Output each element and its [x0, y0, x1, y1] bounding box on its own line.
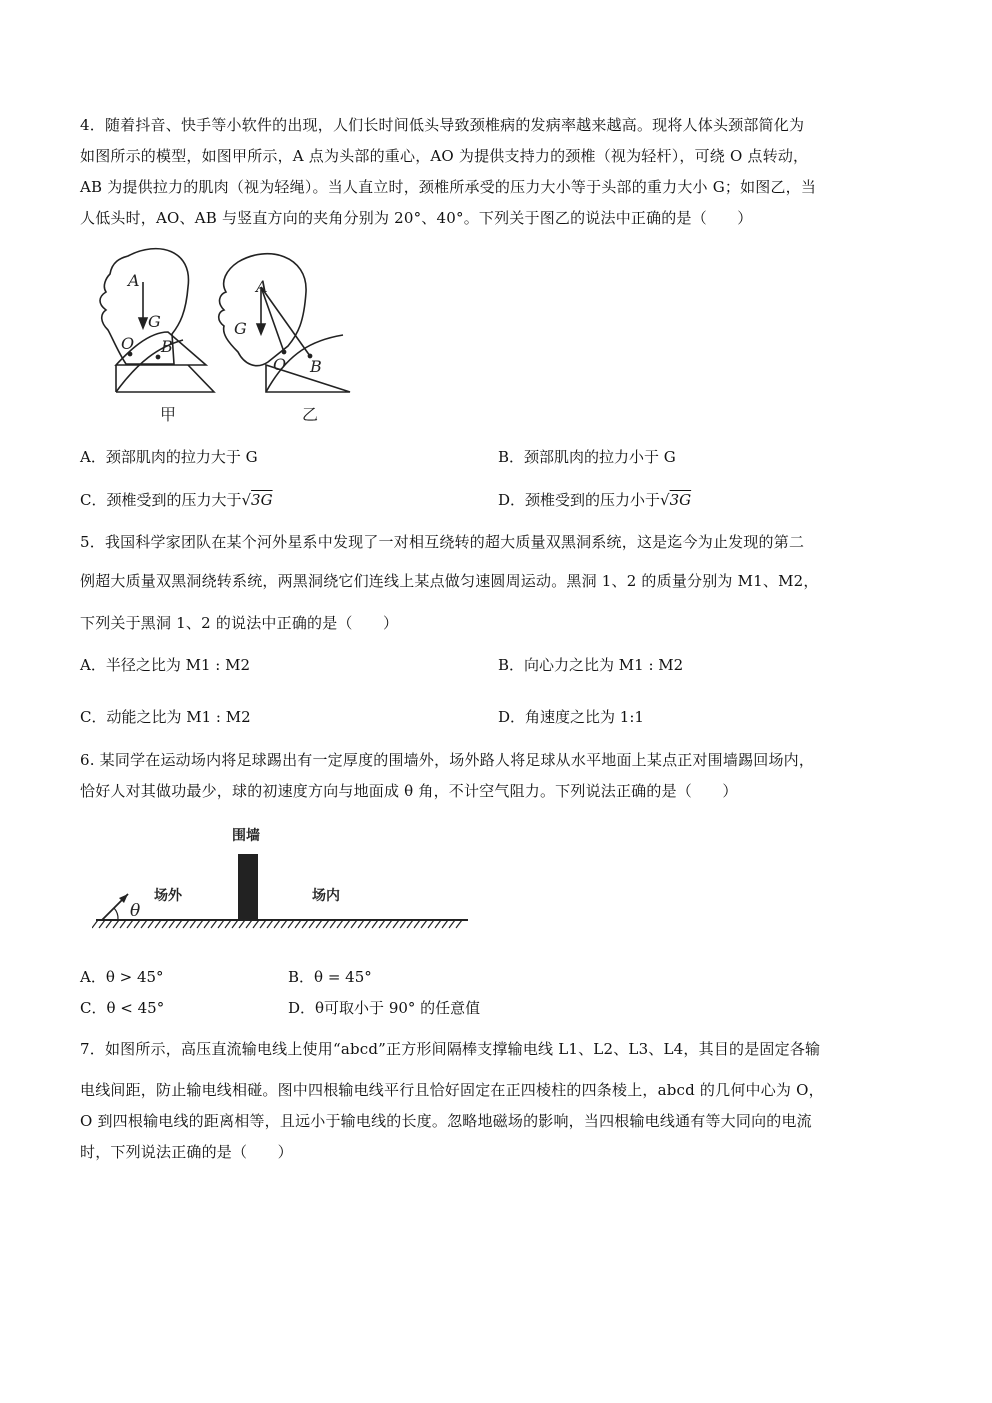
ground-hatch-mark	[316, 920, 322, 928]
ground-hatch-mark	[106, 920, 112, 928]
ground-hatch-mark	[190, 920, 196, 928]
ground-hatch-mark	[379, 920, 385, 928]
ground-hatch-mark	[246, 920, 252, 928]
ground-hatch-mark	[456, 920, 462, 928]
fig-jia-pt-b: B	[161, 337, 173, 356]
ground-hatch-mark	[162, 920, 168, 928]
q5-option-d[interactable]: D．角速度之比为 1:1	[498, 708, 644, 726]
q6-option-c[interactable]: C．θ < 45°	[80, 999, 165, 1017]
fig-yi-pt-o: O	[273, 355, 287, 374]
inside-label: 场内	[312, 888, 340, 904]
ground-hatch-mark	[435, 920, 441, 928]
q6-line-2: 恰好人对其做功最少，球的初速度方向与地面成 θ 角，不计空气阻力。下列说法正确的是（ ）	[80, 782, 738, 800]
q6-option-d[interactable]: D．θ可取小于 90° 的任意值	[288, 999, 481, 1017]
ground-hatch-mark	[337, 920, 343, 928]
q6-option-a[interactable]: A．θ > 45°	[80, 968, 164, 986]
sqrt-symbol-icon: √	[660, 491, 670, 509]
q4-line-3: AB 为提供拉力的肌肉（视为轻绳）。当人直立时，颈椎所承受的压力大小等于头部的重力大小 G；如图乙，当	[80, 178, 817, 196]
ground-hatch-mark	[295, 920, 301, 928]
ground-hatch-mark	[309, 920, 315, 928]
ground-hatch-mark	[372, 920, 378, 928]
ground-hatch-mark	[253, 920, 259, 928]
q4-option-b[interactable]: B．颈部肌肉的拉力小于 G	[498, 448, 676, 466]
ground-hatch-mark	[365, 920, 371, 928]
q4-line-2: 如图所示的模型，如图甲所示，A 点为头部的重心，AO 为提供支持力的颈椎（视为轻杆），可绕 O 点转动，	[80, 147, 809, 165]
ground-hatch-mark	[281, 920, 287, 928]
q5-option-a[interactable]: A．半径之比为 M1 : M2	[80, 656, 250, 674]
neck-model-figure	[88, 242, 368, 427]
wall-figure	[92, 820, 472, 935]
q4-option-d[interactable]	[498, 489, 691, 511]
ground-hatch-mark	[99, 920, 105, 928]
ground-hatch-mark	[302, 920, 308, 928]
ground-hatch-mark	[344, 920, 350, 928]
q5-line-1: 5．我国科学家团队在某个河外星系中发现了一对相互绕转的超大质量双黑洞系统，这是迄今为止发现的第二	[80, 533, 805, 551]
q5-option-c[interactable]: C．动能之比为 M1 : M2	[80, 708, 251, 726]
ground-hatch-mark	[155, 920, 161, 928]
ground-hatch-mark	[176, 920, 182, 928]
q6-option-b[interactable]: B．θ = 45°	[288, 968, 372, 986]
sqrt-symbol-icon: √	[241, 491, 252, 509]
q5-option-b[interactable]: B．向心力之比为 M1 : M2	[498, 656, 684, 674]
ground-hatch-mark	[386, 920, 392, 928]
ground-hatch-mark	[211, 920, 217, 928]
ground-hatch-mark	[442, 920, 448, 928]
ground-hatch-mark	[232, 920, 238, 928]
theta-label: θ	[130, 901, 141, 921]
ground-hatch-mark	[183, 920, 189, 928]
q4-option-a[interactable]: A．颈部肌肉的拉力大于 G	[80, 448, 258, 466]
q4-option-c[interactable]	[80, 489, 273, 511]
fig-yi-label: 乙	[302, 405, 319, 424]
ground-hatch-mark	[225, 920, 231, 928]
ground-hatch-mark	[260, 920, 266, 928]
fig-jia-pt-g: G	[148, 312, 161, 331]
fig-jia-pt-a: A	[128, 271, 140, 290]
ground-hatch-mark	[288, 920, 294, 928]
fig-jia-pt-o: O	[121, 334, 135, 353]
q4-option-c-text: C．颈椎受到的压力大于	[80, 491, 242, 509]
ground-hatch-mark	[218, 920, 224, 928]
q4-option-d-value: 3G	[669, 491, 692, 509]
q7-line-4: 时，下列说法正确的是（ ）	[80, 1143, 293, 1161]
q7-line-2: 电线间距，防止输电线相碰。图中四根输电线平行且恰好固定在正四棱柱的四条棱上，abcd 的几何中心为 O，	[80, 1081, 824, 1099]
ground-hatch-mark	[197, 920, 203, 928]
ground-hatch-mark	[449, 920, 455, 928]
ground-hatch-mark	[400, 920, 406, 928]
ground-hatch-mark	[169, 920, 175, 928]
q4-line-1: 4．随着抖音、快手等小软件的出现，人们长时间低头导致颈椎病的发病率越来越高。现将人体头颈部简化为	[80, 116, 805, 134]
fig-jia-label: 甲	[160, 405, 177, 424]
ground-hatch-mark	[204, 920, 210, 928]
ground-hatch-mark	[407, 920, 413, 928]
ground-hatch-mark	[323, 920, 329, 928]
ground-hatch-mark	[330, 920, 336, 928]
ground-hatch-mark	[239, 920, 245, 928]
ground-hatch-mark	[421, 920, 427, 928]
ground-hatch-mark	[134, 920, 140, 928]
ground-hatch-mark	[92, 920, 98, 928]
ground-hatch-mark	[141, 920, 147, 928]
ground-hatch-mark	[127, 920, 133, 928]
ground-hatch-mark	[113, 920, 119, 928]
q4-option-c-value: 3G	[251, 491, 273, 509]
fig-yi-pt-b: B	[310, 357, 322, 376]
ground-hatch-mark	[148, 920, 154, 928]
q7-line-3: O 到四根输电线的距离相等，且远小于输电线的长度。忽略地磁场的影响，当四根输电线通有等大同向的电流	[80, 1112, 812, 1130]
ground-hatch-mark	[267, 920, 273, 928]
fig-yi-pt-g: G	[234, 319, 247, 338]
ground-hatch-mark	[358, 920, 364, 928]
ground-hatch-mark	[393, 920, 399, 928]
ground-hatch-mark	[428, 920, 434, 928]
ground-hatch-mark	[414, 920, 420, 928]
q5-line-3: 下列关于黑洞 1、2 的说法中正确的是（ ）	[80, 614, 399, 632]
q5-line-2: 例超大质量双黑洞绕转系统，两黑洞绕它们连线上某点做匀速圆周运动。黑洞 1、2 的质量分别为 M1、M2，	[80, 572, 819, 590]
ground-hatch-mark	[120, 920, 126, 928]
wall-label: 围墙	[232, 828, 260, 844]
ground-hatch-mark	[274, 920, 280, 928]
q6-line-1: 6. 某同学在运动场内将足球踢出有一定厚度的围墙外，场外路人将足球从水平地面上某点正对围墙踢回场内，	[80, 751, 815, 769]
q7-line-1: 7．如图所示，高压直流输电线上使用“abcd”正方形间隔棒支撑输电线 L1、L2、L3、L4，其目的是固定各输	[80, 1040, 821, 1058]
ground-hatch-mark	[351, 920, 357, 928]
q4-line-4: 人低头时，AO、AB 与竖直方向的夹角分别为 20°、40°。下列关于图乙的说法中正确的是（ ）	[80, 209, 753, 227]
outside-label: 场外	[154, 888, 182, 904]
q4-option-d-text: D．颈椎受到的压力小于	[498, 491, 661, 509]
fig-yi-pt-a: A	[256, 277, 268, 296]
